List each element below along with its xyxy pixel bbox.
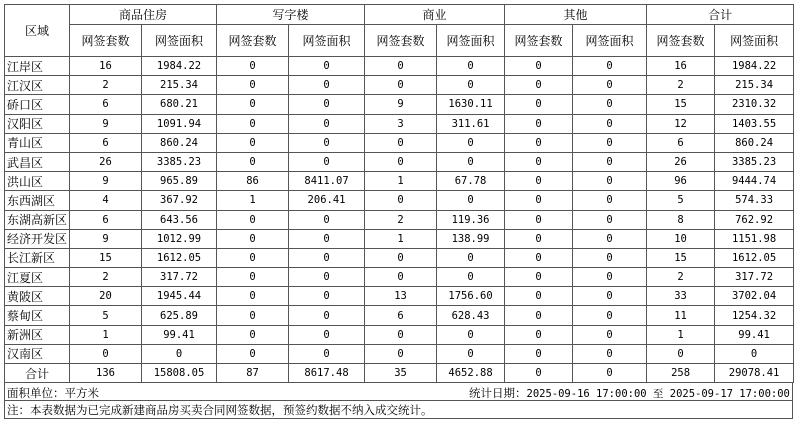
area-cell: 0 bbox=[289, 76, 365, 95]
count-cell: 12 bbox=[647, 114, 715, 133]
count-cell: 15 bbox=[70, 248, 142, 267]
count-cell: 258 bbox=[647, 364, 715, 383]
area-cell: 2310.32 bbox=[715, 95, 794, 114]
count-cell: 87 bbox=[217, 364, 289, 383]
area-cell: 3702.04 bbox=[715, 287, 794, 306]
count-cell: 16 bbox=[647, 57, 715, 76]
count-cell: 6 bbox=[647, 133, 715, 152]
stat-period-value: 2025-09-16 17:00:00 至 2025-09-17 17:00:00 bbox=[526, 388, 790, 401]
area-cell: 0 bbox=[289, 95, 365, 114]
count-cell: 26 bbox=[70, 152, 142, 171]
area-cell: 0 bbox=[289, 57, 365, 76]
district-cell: 江夏区 bbox=[5, 268, 70, 287]
area-cell: 0 bbox=[715, 344, 794, 363]
group-header-office: 写字楼 bbox=[217, 5, 365, 25]
area-cell: 206.41 bbox=[289, 191, 365, 210]
count-cell: 0 bbox=[505, 364, 573, 383]
area-cell: 0 bbox=[289, 306, 365, 325]
count-cell: 0 bbox=[505, 191, 573, 210]
area-cell: 1630.11 bbox=[437, 95, 505, 114]
area-cell: 0 bbox=[437, 57, 505, 76]
area-cell: 643.56 bbox=[142, 210, 217, 229]
count-cell: 1 bbox=[365, 172, 437, 191]
area-cell: 1756.60 bbox=[437, 287, 505, 306]
region-header: 区域 bbox=[5, 5, 70, 57]
count-cell: 86 bbox=[217, 172, 289, 191]
area-cell: 0 bbox=[437, 152, 505, 171]
area-cell: 0 bbox=[437, 325, 505, 344]
table-row bbox=[5, 229, 794, 248]
area-cell: 0 bbox=[573, 133, 647, 152]
count-cell: 0 bbox=[365, 152, 437, 171]
stat-period-label: 统计日期： bbox=[469, 386, 527, 401]
count-cell: 0 bbox=[217, 210, 289, 229]
area-cell: 0 bbox=[573, 114, 647, 133]
count-cell: 0 bbox=[217, 114, 289, 133]
district-cell: 长江新区 bbox=[5, 248, 70, 267]
count-cell: 0 bbox=[365, 325, 437, 344]
district-cell: 黄陂区 bbox=[5, 287, 70, 306]
count-cell: 0 bbox=[365, 133, 437, 152]
area-cell: 1984.22 bbox=[715, 57, 794, 76]
sub-header-area: 网签面积 bbox=[715, 25, 794, 57]
area-cell: 0 bbox=[437, 344, 505, 363]
count-cell: 0 bbox=[217, 152, 289, 171]
count-cell: 6 bbox=[70, 210, 142, 229]
count-cell: 0 bbox=[217, 229, 289, 248]
count-cell: 0 bbox=[217, 287, 289, 306]
area-cell: 0 bbox=[573, 344, 647, 363]
count-cell: 0 bbox=[365, 268, 437, 287]
count-cell: 4 bbox=[70, 191, 142, 210]
area-cell: 311.61 bbox=[437, 114, 505, 133]
count-cell: 0 bbox=[365, 76, 437, 95]
count-cell: 6 bbox=[70, 133, 142, 152]
count-cell: 6 bbox=[365, 306, 437, 325]
count-cell: 0 bbox=[505, 133, 573, 152]
area-cell: 0 bbox=[289, 344, 365, 363]
count-cell: 0 bbox=[217, 95, 289, 114]
area-cell: 9444.74 bbox=[715, 172, 794, 191]
district-cell: 青山区 bbox=[5, 133, 70, 152]
count-cell: 0 bbox=[505, 325, 573, 344]
count-cell: 0 bbox=[365, 344, 437, 363]
count-cell: 0 bbox=[217, 248, 289, 267]
count-cell: 0 bbox=[505, 57, 573, 76]
area-cell: 0 bbox=[289, 229, 365, 248]
count-cell: 10 bbox=[647, 229, 715, 248]
count-cell: 0 bbox=[217, 57, 289, 76]
count-cell: 0 bbox=[217, 133, 289, 152]
count-cell: 136 bbox=[70, 364, 142, 383]
area-cell: 0 bbox=[437, 191, 505, 210]
header-row-groups bbox=[5, 5, 794, 25]
count-cell: 0 bbox=[505, 268, 573, 287]
area-cell: 625.89 bbox=[142, 306, 217, 325]
count-cell: 0 bbox=[505, 152, 573, 171]
area-cell: 574.33 bbox=[715, 191, 794, 210]
count-cell: 0 bbox=[505, 229, 573, 248]
count-cell: 0 bbox=[505, 172, 573, 191]
table-row bbox=[5, 172, 794, 191]
count-cell: 0 bbox=[505, 114, 573, 133]
district-cell: 洪山区 bbox=[5, 172, 70, 191]
count-cell: 0 bbox=[505, 210, 573, 229]
count-cell: 20 bbox=[70, 287, 142, 306]
count-cell: 33 bbox=[647, 287, 715, 306]
area-cell: 0 bbox=[142, 344, 217, 363]
area-cell: 367.92 bbox=[142, 191, 217, 210]
area-cell: 0 bbox=[573, 229, 647, 248]
count-cell: 9 bbox=[70, 114, 142, 133]
area-cell: 0 bbox=[289, 287, 365, 306]
sales-table bbox=[4, 4, 794, 383]
header-row-subs bbox=[5, 25, 794, 57]
count-cell: 0 bbox=[505, 287, 573, 306]
area-cell: 3385.23 bbox=[142, 152, 217, 171]
count-cell: 2 bbox=[647, 76, 715, 95]
area-cell: 0 bbox=[573, 325, 647, 344]
area-cell: 1984.22 bbox=[142, 57, 217, 76]
area-cell: 8617.48 bbox=[289, 364, 365, 383]
district-cell: 蔡甸区 bbox=[5, 306, 70, 325]
area-cell: 0 bbox=[289, 268, 365, 287]
count-cell: 0 bbox=[217, 306, 289, 325]
area-cell: 29078.41 bbox=[715, 364, 794, 383]
area-cell: 0 bbox=[289, 248, 365, 267]
area-cell: 317.72 bbox=[142, 268, 217, 287]
count-cell: 13 bbox=[365, 287, 437, 306]
area-cell: 1403.55 bbox=[715, 114, 794, 133]
count-cell: 9 bbox=[365, 95, 437, 114]
area-cell: 99.41 bbox=[142, 325, 217, 344]
group-header-other: 其他 bbox=[505, 5, 647, 25]
sub-header-area: 网签面积 bbox=[142, 25, 217, 57]
count-cell: 0 bbox=[505, 306, 573, 325]
district-cell: 汉南区 bbox=[5, 344, 70, 363]
count-cell: 2 bbox=[647, 268, 715, 287]
count-cell: 0 bbox=[217, 325, 289, 344]
area-cell: 1945.44 bbox=[142, 287, 217, 306]
sub-header-count: 网签套数 bbox=[505, 25, 573, 57]
footer-info-row bbox=[4, 383, 793, 401]
area-cell: 0 bbox=[437, 268, 505, 287]
count-cell: 9 bbox=[70, 229, 142, 248]
area-cell: 762.92 bbox=[715, 210, 794, 229]
area-cell: 1091.94 bbox=[142, 114, 217, 133]
count-cell: 0 bbox=[505, 95, 573, 114]
count-cell: 15 bbox=[647, 95, 715, 114]
count-cell: 0 bbox=[647, 344, 715, 363]
count-cell: 1 bbox=[70, 325, 142, 344]
table-row bbox=[5, 114, 794, 133]
area-cell: 0 bbox=[573, 57, 647, 76]
area-cell: 0 bbox=[573, 287, 647, 306]
area-cell: 0 bbox=[437, 248, 505, 267]
area-cell: 0 bbox=[437, 133, 505, 152]
count-cell: 1 bbox=[647, 325, 715, 344]
table-row bbox=[5, 95, 794, 114]
count-cell: 0 bbox=[365, 248, 437, 267]
area-cell: 0 bbox=[573, 306, 647, 325]
area-cell: 0 bbox=[289, 114, 365, 133]
area-cell: 8411.07 bbox=[289, 172, 365, 191]
count-cell: 16 bbox=[70, 57, 142, 76]
table-row bbox=[5, 210, 794, 229]
count-cell: 26 bbox=[647, 152, 715, 171]
sub-header-area: 网签面积 bbox=[437, 25, 505, 57]
area-cell: 3385.23 bbox=[715, 152, 794, 171]
area-cell: 15808.05 bbox=[142, 364, 217, 383]
table-row bbox=[5, 268, 794, 287]
sub-header-area: 网签面积 bbox=[289, 25, 365, 57]
area-cell: 0 bbox=[573, 268, 647, 287]
area-cell: 99.41 bbox=[715, 325, 794, 344]
table-row bbox=[5, 287, 794, 306]
sales-report bbox=[4, 4, 793, 419]
sub-header-count: 网签套数 bbox=[365, 25, 437, 57]
area-cell: 0 bbox=[573, 172, 647, 191]
count-cell: 11 bbox=[647, 306, 715, 325]
footnote: 注：本表数据为已完成新建商品房买卖合同网签数据，预签约数据不纳入成交统计。 bbox=[4, 401, 793, 419]
area-cell: 0 bbox=[573, 76, 647, 95]
area-cell: 317.72 bbox=[715, 268, 794, 287]
table-row bbox=[5, 57, 794, 76]
area-cell: 67.78 bbox=[437, 172, 505, 191]
table-row bbox=[5, 191, 794, 210]
area-cell: 4652.88 bbox=[437, 364, 505, 383]
table-body bbox=[5, 57, 794, 383]
area-cell: 0 bbox=[573, 95, 647, 114]
area-cell: 1612.05 bbox=[715, 248, 794, 267]
table-row bbox=[5, 325, 794, 344]
table-row bbox=[5, 76, 794, 95]
count-cell: 3 bbox=[365, 114, 437, 133]
district-cell: 东湖高新区 bbox=[5, 210, 70, 229]
area-cell: 860.24 bbox=[142, 133, 217, 152]
table-row bbox=[5, 248, 794, 267]
area-cell: 119.36 bbox=[437, 210, 505, 229]
area-cell: 1254.32 bbox=[715, 306, 794, 325]
count-cell: 5 bbox=[647, 191, 715, 210]
count-cell: 2 bbox=[70, 268, 142, 287]
count-cell: 6 bbox=[70, 95, 142, 114]
area-cell: 680.21 bbox=[142, 95, 217, 114]
area-cell: 0 bbox=[289, 133, 365, 152]
area-cell: 0 bbox=[289, 210, 365, 229]
sub-header-count: 网签套数 bbox=[217, 25, 289, 57]
district-cell: 经济开发区 bbox=[5, 229, 70, 248]
count-cell: 1 bbox=[217, 191, 289, 210]
area-cell: 0 bbox=[289, 152, 365, 171]
count-cell: 0 bbox=[505, 248, 573, 267]
count-cell: 15 bbox=[647, 248, 715, 267]
district-cell: 汉阳区 bbox=[5, 114, 70, 133]
area-cell: 138.99 bbox=[437, 229, 505, 248]
count-cell: 2 bbox=[70, 76, 142, 95]
count-cell: 0 bbox=[70, 344, 142, 363]
district-cell: 武昌区 bbox=[5, 152, 70, 171]
area-unit-label: 面积单位：平方米 bbox=[7, 386, 99, 401]
area-cell: 0 bbox=[289, 325, 365, 344]
stat-period bbox=[469, 385, 790, 401]
group-header-residential: 商品住房 bbox=[70, 5, 217, 25]
count-cell: 5 bbox=[70, 306, 142, 325]
area-cell: 215.34 bbox=[142, 76, 217, 95]
table-row bbox=[5, 344, 794, 363]
count-cell: 0 bbox=[365, 191, 437, 210]
count-cell: 0 bbox=[217, 344, 289, 363]
area-cell: 965.89 bbox=[142, 172, 217, 191]
district-cell: 新洲区 bbox=[5, 325, 70, 344]
area-cell: 1612.05 bbox=[142, 248, 217, 267]
count-cell: 0 bbox=[505, 344, 573, 363]
area-cell: 860.24 bbox=[715, 133, 794, 152]
count-cell: 0 bbox=[505, 76, 573, 95]
area-cell: 628.43 bbox=[437, 306, 505, 325]
area-cell: 0 bbox=[573, 191, 647, 210]
count-cell: 1 bbox=[365, 229, 437, 248]
count-cell: 35 bbox=[365, 364, 437, 383]
area-cell: 0 bbox=[573, 248, 647, 267]
count-cell: 9 bbox=[70, 172, 142, 191]
area-cell: 0 bbox=[573, 152, 647, 171]
area-cell: 0 bbox=[437, 76, 505, 95]
sub-header-count: 网签套数 bbox=[70, 25, 142, 57]
area-cell: 0 bbox=[573, 210, 647, 229]
sub-header-area: 网签面积 bbox=[573, 25, 647, 57]
district-cell: 东西湖区 bbox=[5, 191, 70, 210]
area-cell: 0 bbox=[573, 364, 647, 383]
district-cell: 合计 bbox=[5, 364, 70, 383]
count-cell: 8 bbox=[647, 210, 715, 229]
sub-header-count: 网签套数 bbox=[647, 25, 715, 57]
count-cell: 0 bbox=[217, 268, 289, 287]
group-header-commercial: 商业 bbox=[365, 5, 505, 25]
count-cell: 2 bbox=[365, 210, 437, 229]
count-cell: 0 bbox=[217, 76, 289, 95]
district-cell: 硚口区 bbox=[5, 95, 70, 114]
table-row bbox=[5, 306, 794, 325]
table-row bbox=[5, 133, 794, 152]
count-cell: 0 bbox=[365, 57, 437, 76]
total-row bbox=[5, 364, 794, 383]
table-row bbox=[5, 152, 794, 171]
district-cell: 江汉区 bbox=[5, 76, 70, 95]
area-cell: 215.34 bbox=[715, 76, 794, 95]
area-cell: 1012.99 bbox=[142, 229, 217, 248]
area-cell: 1151.98 bbox=[715, 229, 794, 248]
district-cell: 江岸区 bbox=[5, 57, 70, 76]
group-header-total: 合计 bbox=[647, 5, 794, 25]
count-cell: 96 bbox=[647, 172, 715, 191]
